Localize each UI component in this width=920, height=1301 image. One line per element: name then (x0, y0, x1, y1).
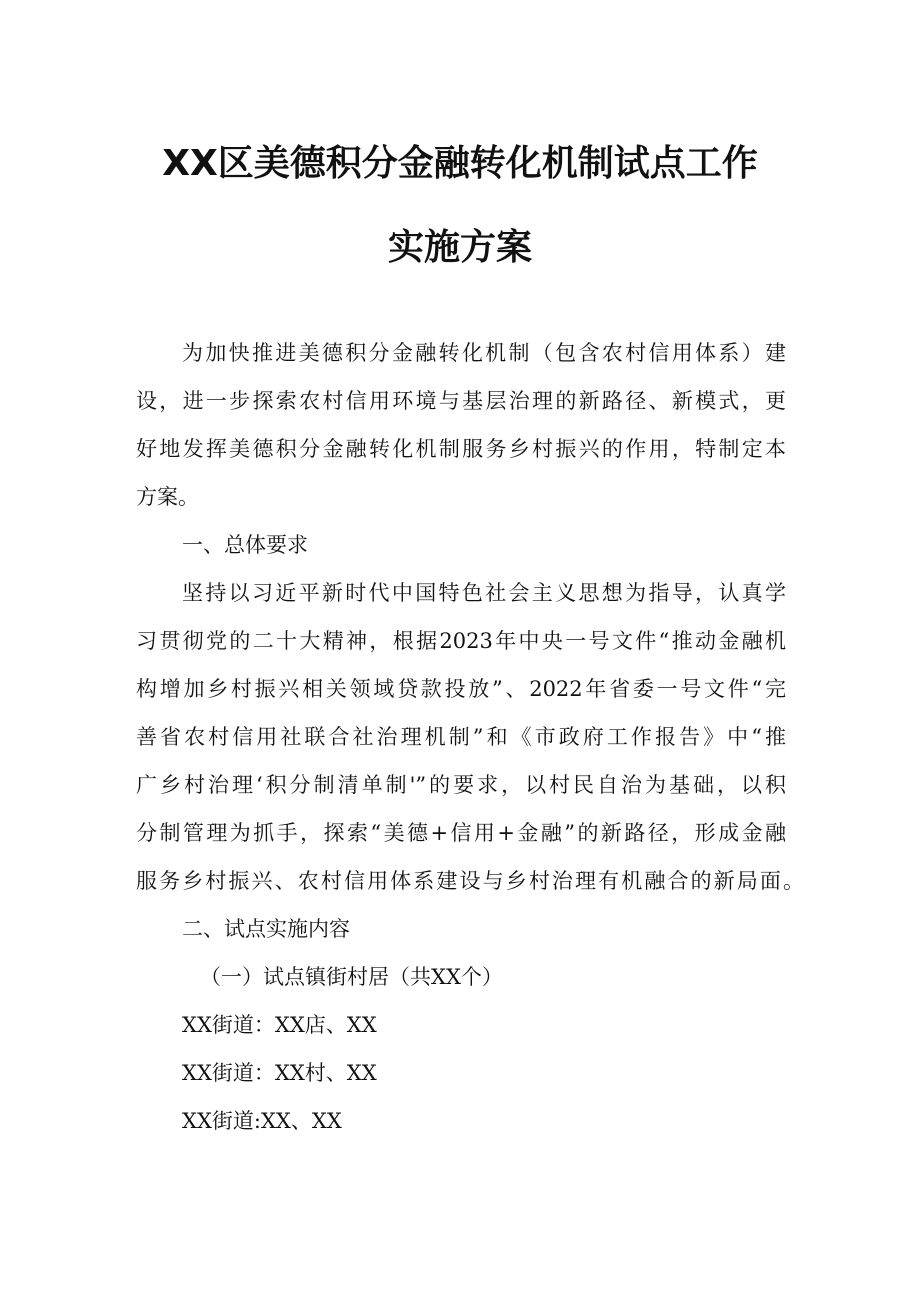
document-title-line-1: XX区美德积分金融转化机制试点工作 (162, 143, 758, 184)
paragraph-line: 坚持以习近平新时代中国特色社会主义思想为指导，认真学 (182, 581, 786, 605)
list-item: XX街道:XX、XX (182, 1109, 342, 1133)
section-heading: 二、试点实施内容 (182, 917, 350, 941)
paragraph-line: 方案。 (136, 485, 199, 509)
list-item: XX街道：XX店、XX (182, 1013, 377, 1037)
paragraph-line: 广乡村治理‘积分制清单制'”的要求，以村民自治为基础，以积 (136, 773, 786, 797)
section-heading: 一、总体要求 (182, 533, 308, 557)
paragraph-line: 分制管理为抓手，探索“美德+信用+金融”的新路径，形成金融 (136, 821, 786, 845)
paragraph-line: 习贯彻党的二十大精神，根据2023年中央一号文件“推动金融机 (136, 629, 786, 653)
subsection-heading: （一）试点镇街村居（共XX个） (200, 965, 503, 989)
paragraph-line: 善省农村信用社联合社治理机制”和《市政府工作报告》中“推 (136, 725, 786, 749)
paragraph-line: 构增加乡村振兴相关领域贷款投放”、2022年省委一号文件“完 (136, 677, 786, 701)
document-title-line-2: 实施方案 (387, 227, 532, 268)
paragraph-line: 好地发挥美德积分金融转化机制服务乡村振兴的作用，特制定本 (136, 437, 786, 461)
paragraph-line: 服务乡村振兴、农村信用体系建设与乡村治理有机融合的新局面。 (136, 869, 804, 893)
paragraph-line: 为加快推进美德积分金融转化机制（包含农村信用体系）建 (182, 341, 786, 365)
list-item: XX街道：XX村、XX (182, 1061, 377, 1085)
paragraph-line: 设，进一步探索农村信用环境与基层治理的新路径、新模式，更 (136, 389, 786, 413)
